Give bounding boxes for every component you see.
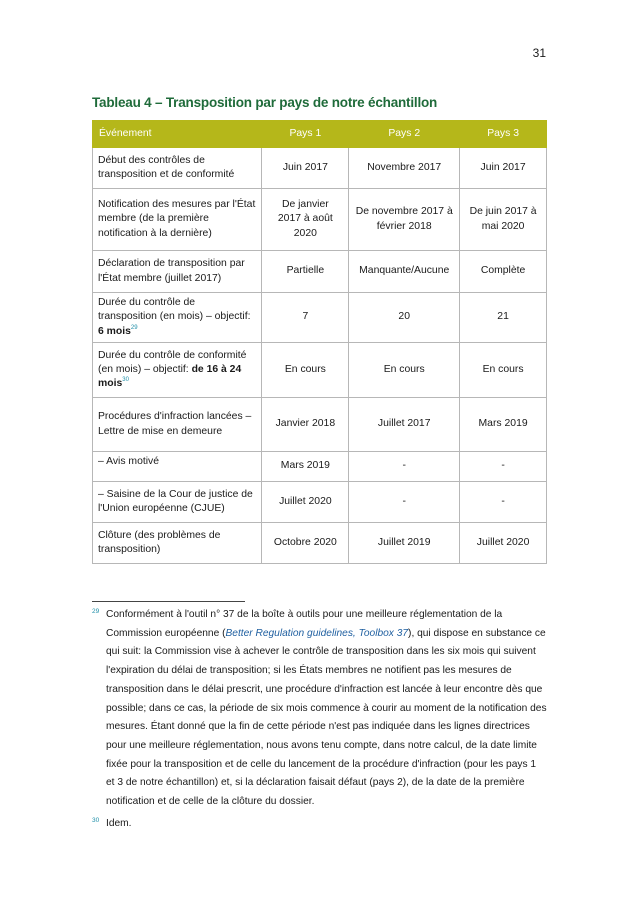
row-label: – Avis motivé — [93, 452, 262, 482]
table-row — [93, 343, 547, 398]
header-country-1: Pays 1 — [262, 121, 349, 148]
row-label: Clôture (des problèmes de transposition) — [93, 523, 262, 564]
cell-country-2: Juillet 2017 — [349, 398, 460, 452]
cell-country-3: Mars 2019 — [460, 398, 547, 452]
cell-country-3: Juillet 2020 — [460, 523, 547, 564]
header-event: Événement — [93, 121, 262, 148]
cell-country-1: Janvier 2018 — [262, 398, 349, 452]
footnote-30 — [92, 815, 547, 834]
footnote-separator — [92, 601, 245, 602]
table-row — [93, 523, 547, 564]
footnote-number: 29 — [92, 608, 100, 615]
footnote-text-after: ), qui dispose en substance ce qui suit: la Commission vise à achever le contrôle de transposition dans les six mois qui suivent l'expiration du délai de transposition; si les États membres ne notifient pas les mesures de transposition dans le délai prescrit, une procédure d'infraction est lancée à leur encontre dès que possible; dans ce cas, la période de six mois commence à courir au moment de la notification des mesures. Étant donné que la fin de cette période n'est pas indiquée dans les lignes directrices pour une meilleure réglementation, nous avons tenu compte, dans notre calcul, de la date limite fixée pour la transposition et de celle du lancement de la procédure d'infraction (pour les pays 1 et 3 de notre échantillon) et, si la déclaration faisait défaut (pays 2), de la date de la première notification et de celle de la clôture du dossier. — [106, 627, 547, 808]
row-label: Notification des mesures par l'État membre (de la première notification à la dernière) — [93, 189, 262, 251]
cell-country-1: Mars 2019 — [262, 452, 349, 482]
cell-country-1: Partielle — [262, 251, 349, 293]
table-row — [93, 482, 547, 523]
cell-country-1: Juin 2017 — [262, 148, 349, 189]
cell-country-1: De janvier 2017 à août 2020 — [262, 189, 349, 251]
cell-country-2: En cours — [349, 343, 460, 398]
footnote-29 — [92, 606, 547, 812]
footnote-ref-30[interactable]: 30 — [122, 377, 129, 384]
cell-country-1: En cours — [262, 343, 349, 398]
table-row — [93, 293, 547, 343]
header-country-3: Pays 3 — [460, 121, 547, 148]
cell-country-3: 21 — [460, 293, 547, 343]
table-row — [93, 452, 547, 482]
footnote-number: 30 — [92, 817, 100, 824]
row-label — [93, 343, 262, 398]
cell-country-3: En cours — [460, 343, 547, 398]
cell-country-3: Juin 2017 — [460, 148, 547, 189]
cell-country-1: Juillet 2020 — [262, 482, 349, 523]
page-number: 31 — [532, 46, 546, 60]
cell-country-3: - — [460, 452, 547, 482]
cell-country-2: 20 — [349, 293, 460, 343]
table-header-row — [93, 121, 547, 148]
table-row — [93, 398, 547, 452]
row-label-text: Durée du contrôle de conformité (en mois) – objectif: — [98, 349, 247, 375]
cell-country-2: Manquante/Aucune — [349, 251, 460, 293]
cell-country-2: - — [349, 482, 460, 523]
row-label-text: Durée du contrôle de transposition (en mois) – objectif: — [98, 297, 251, 323]
row-label-objective: de 16 à 24 mois — [98, 363, 242, 390]
cell-country-1: 7 — [262, 293, 349, 343]
cell-country-3: - — [460, 482, 547, 523]
row-label: Déclaration de transposition par l'État membre (juillet 2017) — [93, 251, 262, 293]
table-row — [93, 251, 547, 293]
footnote-text: Idem. — [106, 818, 132, 829]
row-label: Début des contrôles de transposition et de conformité — [93, 148, 262, 189]
cell-country-2: Novembre 2017 — [349, 148, 460, 189]
footnote-text — [106, 606, 547, 812]
footnote-ref-29[interactable]: 29 — [130, 324, 138, 331]
cell-country-2: De novembre 2017 à février 2018 — [349, 189, 460, 251]
cell-country-2: - — [349, 452, 460, 482]
footnote-text-before: Conformément à l'outil n° 37 de la boîte à outils pour une meilleure réglementation de la Commission européenne ( — [106, 609, 503, 639]
row-label-objective: 6 mois — [98, 325, 131, 337]
better-regulation-link[interactable]: Better Regulation guidelines, Toolbox 37 — [225, 627, 409, 639]
table-title: Tableau 4 – Transposition par pays de notre échantillon — [92, 95, 438, 110]
row-label — [93, 293, 262, 343]
cell-country-3: Complète — [460, 251, 547, 293]
header-country-2: Pays 2 — [349, 121, 460, 148]
transposition-table — [92, 120, 547, 564]
table-row — [93, 189, 547, 251]
cell-country-3: De juin 2017 à mai 2020 — [460, 189, 547, 251]
row-label: Procédures d'infraction lancées – Lettre de mise en demeure — [93, 398, 262, 452]
cell-country-1: Octobre 2020 — [262, 523, 349, 564]
row-label: – Saisine de la Cour de justice de l'Union européenne (CJUE) — [93, 482, 262, 523]
table-row — [93, 148, 547, 189]
cell-country-2: Juillet 2019 — [349, 523, 460, 564]
